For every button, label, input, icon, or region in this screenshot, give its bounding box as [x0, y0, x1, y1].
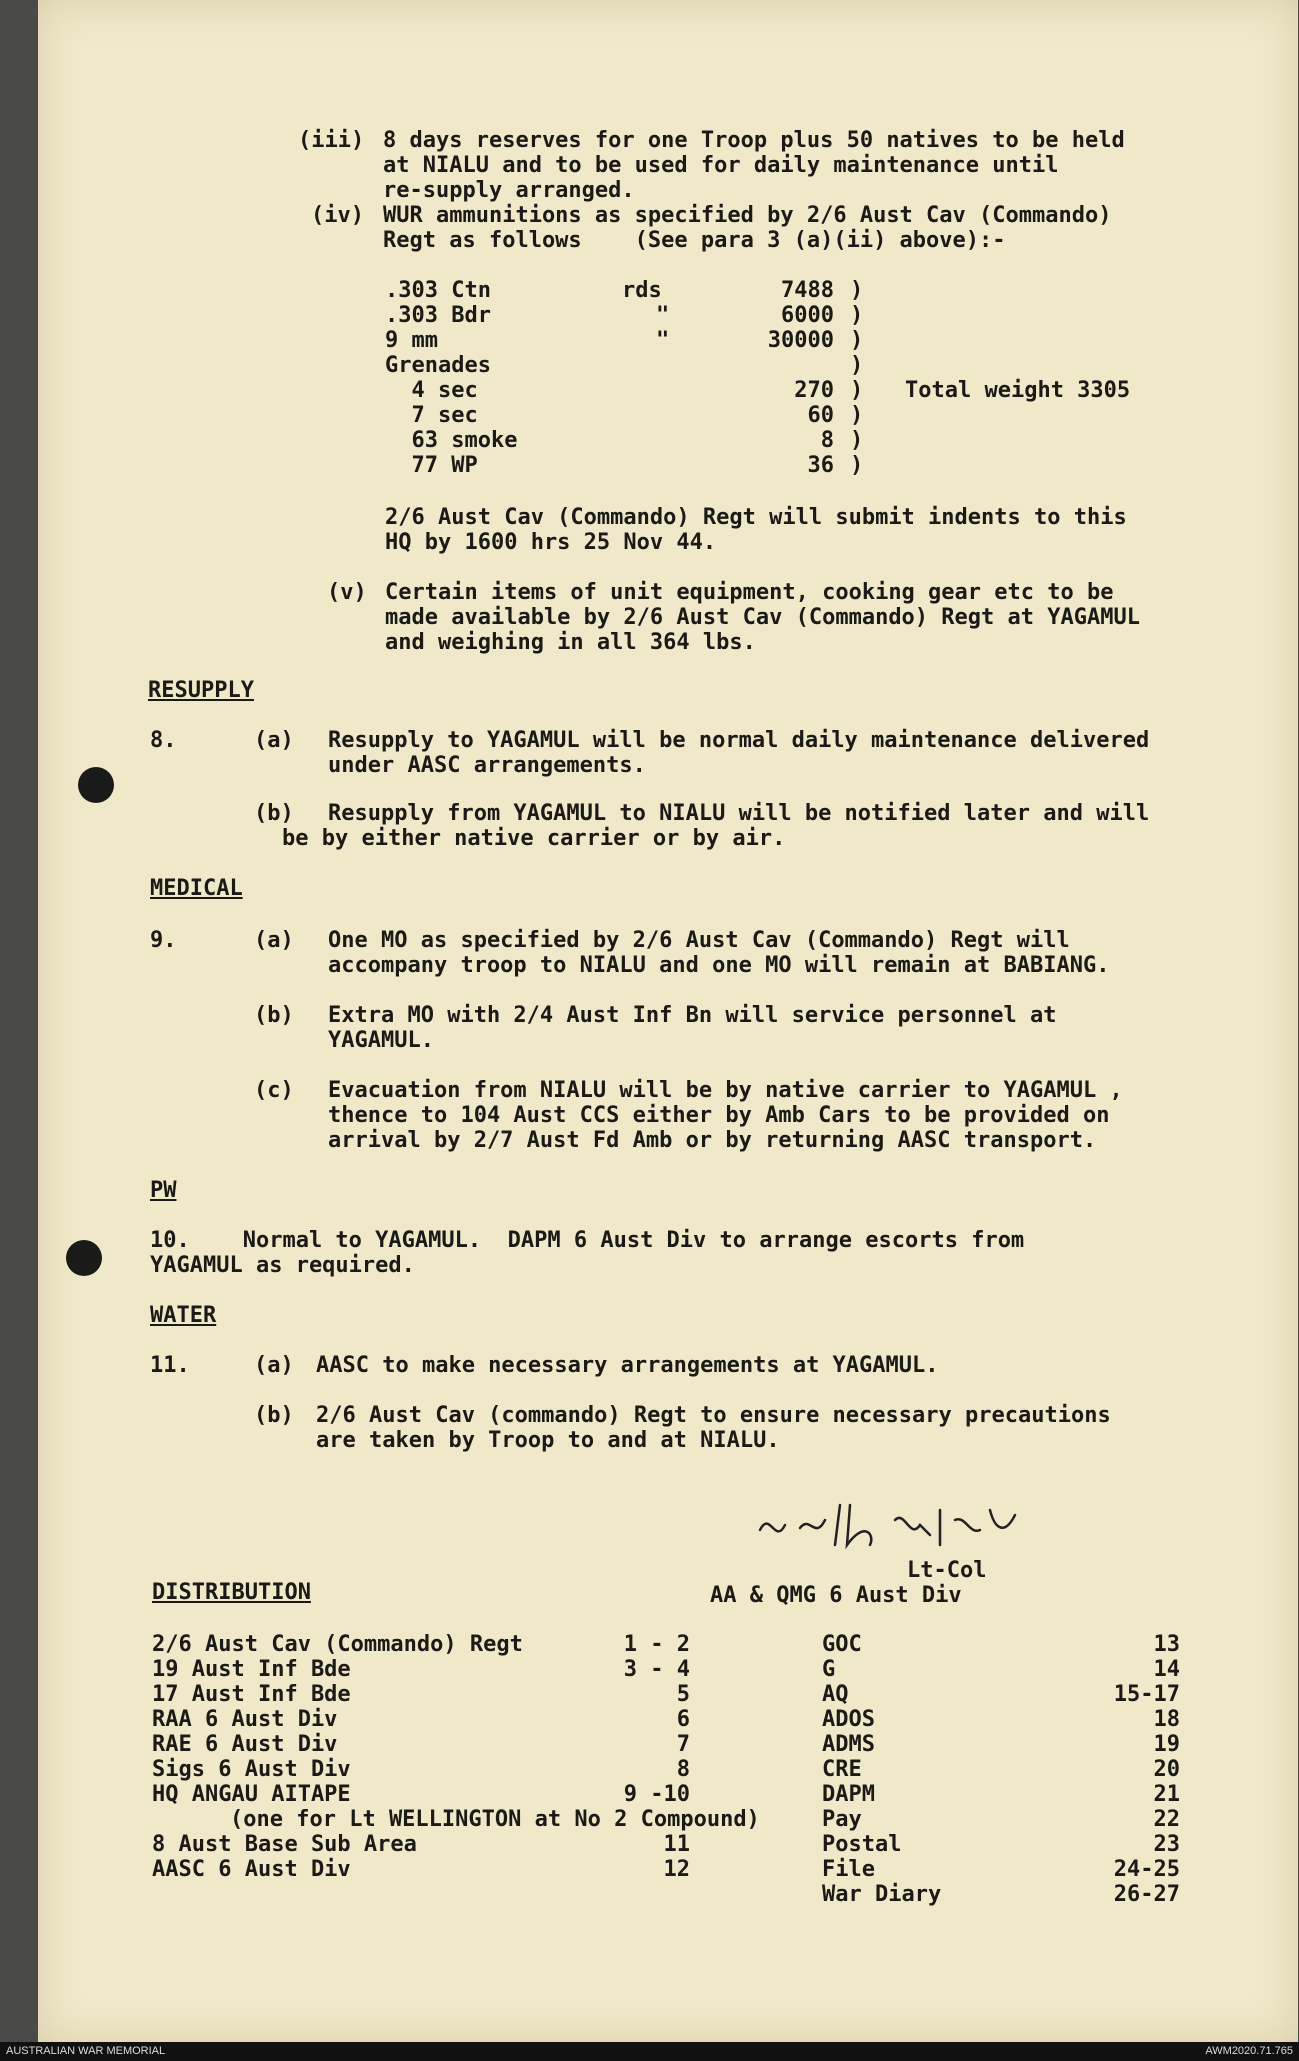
ammo-item: Grenades [385, 353, 491, 378]
text-line: Regt as follows (See para 3 (a)(ii) above):- [383, 228, 1006, 253]
distribution-copies: 21 [1153, 1782, 1180, 1807]
ammo-bracket: ) [850, 353, 864, 378]
text-line: made available by 2/6 Aust Cav (Commando) Regt at YAGAMUL [385, 605, 1140, 630]
ammo-bracket: ) [850, 378, 864, 403]
ammo-item: .303 Ctn [385, 278, 491, 303]
distribution-addressee: Sigs 6 Aust Div [152, 1757, 351, 1782]
distribution-addressee: File [822, 1857, 875, 1882]
section-heading: RESUPPLY [148, 678, 254, 703]
distribution-copies: 7 [676, 1732, 690, 1757]
section-heading: PW [150, 1178, 177, 1203]
distribution-copies: 14 [1153, 1657, 1180, 1682]
distribution-copies: 13 [1153, 1632, 1180, 1657]
text-line: under AASC arrangements. [328, 753, 646, 778]
distribution-copies: 3 - 4 [623, 1657, 690, 1682]
ammo-bracket: ) [850, 278, 864, 303]
item-number: (a) [254, 728, 294, 753]
text-line: One MO as specified by 2/6 Aust Cav (Commando) Regt will [328, 928, 1070, 953]
ammo-unit: " [656, 303, 670, 328]
para-number: 11. [150, 1353, 190, 1378]
text-line: accompany troop to NIALU and one MO will remain at BABIANG. [328, 953, 1110, 978]
distribution-copies: 19 [1153, 1732, 1180, 1757]
distribution-copies: 6 [676, 1707, 690, 1732]
text-line: YAGAMUL as required. [150, 1253, 415, 1278]
distribution-addressee: G [822, 1657, 836, 1682]
text-line: and weighing in all 364 lbs. [385, 630, 756, 655]
handwritten-signature [755, 1490, 1055, 1560]
ammo-qty: 6000 [781, 303, 834, 328]
text-line: Resupply from YAGAMUL to NIALU will be notified later and will [328, 801, 1150, 826]
distribution-copies: 18 [1153, 1707, 1180, 1732]
ammo-item: 9 mm [385, 328, 438, 353]
distribution-addressee: 2/6 Aust Cav (Commando) Regt [152, 1632, 523, 1657]
distribution-addressee: RAA 6 Aust Div [152, 1707, 338, 1732]
distribution-addressee: DAPM [822, 1782, 875, 1807]
distribution-copies: 9 -10 [623, 1782, 690, 1807]
distribution-copies: 11 [663, 1832, 690, 1857]
text-line: at NIALU and to be used for daily maintenance until [383, 153, 1059, 178]
total-weight: Total weight 3305 [905, 378, 1131, 403]
distribution-addressee: ADOS [822, 1707, 875, 1732]
para-number: 8. [150, 728, 177, 753]
distribution-addressee: 17 Aust Inf Bde [152, 1682, 351, 1707]
distribution-addressee: Postal [822, 1832, 902, 1857]
distribution-copies: 15-17 [1113, 1682, 1180, 1707]
para-number: 9. [150, 928, 177, 953]
text-line: Certain items of unit equipment, cooking gear etc to be [385, 580, 1114, 605]
ammo-unit: rds [622, 278, 662, 303]
text-line: 8 days reserves for one Troop plus 50 natives to be held [383, 128, 1125, 153]
item-number: (iv) [311, 203, 364, 228]
ammo-qty: 8 [820, 428, 834, 453]
text-line: WUR ammunitions as specified by 2/6 Aust Cav (Commando) [383, 203, 1112, 228]
item-number: (a) [254, 1353, 294, 1378]
signatory-rank: Lt-Col [907, 1558, 987, 1583]
text-line: HQ by 1600 hrs 25 Nov 44. [385, 530, 717, 555]
distribution-copies: 22 [1153, 1807, 1180, 1832]
punch-hole-top [78, 767, 114, 803]
section-heading: DISTRIBUTION [152, 1580, 311, 1605]
item-number: (b) [254, 801, 294, 826]
text-line: AASC to make necessary arrangements at YAGAMUL. [316, 1353, 939, 1378]
text-line: re-supply arranged. [383, 178, 635, 203]
distribution-addressee: AASC 6 Aust Div [152, 1857, 351, 1882]
text-line: Evacuation from NIALU will be by native carrier to YAGAMUL , [328, 1078, 1123, 1103]
ammo-item: 7 sec [385, 403, 478, 428]
punch-hole-bottom [66, 1240, 102, 1276]
ammo-item: 63 smoke [385, 428, 518, 453]
ammo-qty: 270 [794, 378, 834, 403]
text-line: are taken by Troop to and at NIALU. [316, 1428, 780, 1453]
ammo-qty: 60 [807, 403, 834, 428]
item-number: (a) [254, 928, 294, 953]
distribution-addressee: War Diary [822, 1882, 942, 1907]
item-number: (b) [254, 1003, 294, 1028]
distribution-copies: 26-27 [1113, 1882, 1180, 1907]
text-line: Extra MO with 2/4 Aust Inf Bn will service personnel at [328, 1003, 1057, 1028]
item-number: (iii) [298, 128, 365, 153]
text-line: YAGAMUL. [328, 1028, 434, 1053]
text-line: arrival by 2/7 Aust Fd Amb or by returning AASC transport. [328, 1128, 1097, 1153]
ammo-unit: " [656, 328, 670, 353]
archive-footer-bar [0, 2042, 1299, 2061]
distribution-addressee: 8 Aust Base Sub Area [152, 1832, 417, 1857]
distribution-copies: 24-25 [1113, 1857, 1180, 1882]
item-number: (v) [327, 580, 367, 605]
distribution-copies: 1 - 2 [623, 1632, 690, 1657]
text-line: be by either native carrier or by air. [282, 826, 786, 851]
ammo-bracket: ) [850, 453, 864, 478]
ammo-bracket: ) [850, 428, 864, 453]
text-line: 2/6 Aust Cav (commando) Regt to ensure necessary precautions [316, 1403, 1111, 1428]
ammo-qty: 30000 [767, 328, 834, 353]
ammo-qty: 36 [807, 453, 834, 478]
ammo-qty: 7488 [781, 278, 834, 303]
item-number: (b) [254, 1403, 294, 1428]
section-heading: MEDICAL [150, 876, 243, 901]
distribution-addressee: HQ ANGAU AITAPE [152, 1782, 351, 1807]
signatory-appointment: AA & QMG 6 Aust Div [710, 1583, 962, 1608]
distribution-addressee: 19 Aust Inf Bde [152, 1657, 351, 1682]
ammo-bracket: ) [850, 328, 864, 353]
archive-name: AUSTRALIAN WAR MEMORIAL [6, 2045, 166, 2057]
ammo-item: 77 WP [385, 453, 478, 478]
distribution-addressee: Pay [822, 1807, 862, 1832]
text-line: Resupply to YAGAMUL will be normal daily maintenance delivered [328, 728, 1150, 753]
text-line: thence to 104 Aust CCS either by Amb Cars to be provided on [328, 1103, 1110, 1128]
distribution-copies: 8 [676, 1757, 690, 1782]
item-number: (c) [254, 1078, 294, 1103]
archive-reference: AWM2020.71.765 [1205, 2045, 1293, 2057]
text-line: 2/6 Aust Cav (Commando) Regt will submit indents to this [385, 505, 1127, 530]
ammo-bracket: ) [850, 403, 864, 428]
distribution-copies: 12 [663, 1857, 690, 1882]
distribution-copies: 23 [1153, 1832, 1180, 1857]
distribution-note: (one for Lt WELLINGTON at No 2 Compound) [230, 1807, 760, 1832]
distribution-addressee: GOC [822, 1632, 862, 1657]
text-line: 10. Normal to YAGAMUL. DAPM 6 Aust Div to arrange escorts from [150, 1228, 1025, 1253]
distribution-addressee: ADMS [822, 1732, 875, 1757]
distribution-copies: 5 [676, 1682, 690, 1707]
section-heading: WATER [150, 1303, 217, 1328]
ammo-item: 4 sec [385, 378, 478, 403]
distribution-addressee: RAE 6 Aust Div [152, 1732, 338, 1757]
distribution-copies: 20 [1153, 1757, 1180, 1782]
distribution-addressee: CRE [822, 1757, 862, 1782]
ammo-item: .303 Bdr [385, 303, 491, 328]
distribution-addressee: AQ [822, 1682, 849, 1707]
ammo-bracket: ) [850, 303, 864, 328]
